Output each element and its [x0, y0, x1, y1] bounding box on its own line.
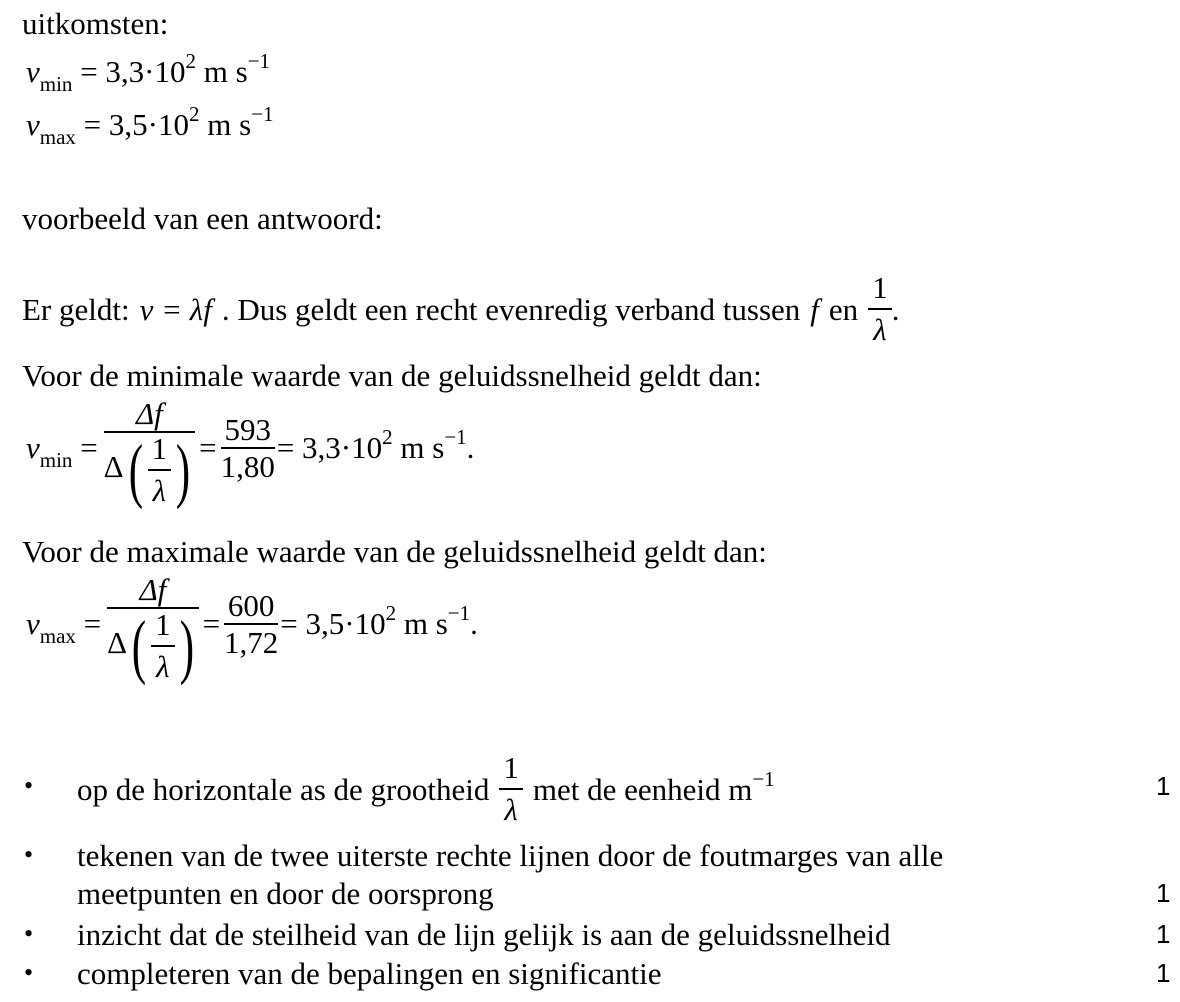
relation-end: .	[891, 291, 900, 327]
outcome-max	[26, 102, 274, 149]
fraction-one-over-lambda: $\frac{1}{\lambda}$	[499, 752, 523, 826]
var-f: f	[810, 291, 819, 327]
unit: m s	[400, 430, 445, 465]
outcome-max-value: = 3,5·10	[83, 107, 189, 142]
unit: m s	[207, 107, 252, 142]
criterion-2-line-2: meetpunten en door de oorsprong	[77, 876, 494, 911]
delta-fraction: Δf Δ( $\frac{1}{\lambda}$ )	[104, 398, 195, 507]
criterion-1: op de horizontale as de grootheid $\frac{1}{\lambda}$ met de eenheid m −1	[77, 750, 775, 827]
value-fraction: $\frac{593}{1,80}$	[220, 412, 275, 484]
subscript-max: max	[39, 125, 76, 149]
outcome-min-value: = 3,3·10	[80, 54, 186, 89]
max-calculation: $v_{max}$ = Δf Δ( $\frac{1}{\lambda}$ ) = $\frac{600}{1,72}$ = $3,5\cdot 10^2$ m $s^{-1}$.	[26, 572, 478, 687]
bullet: •	[24, 771, 34, 800]
bullet: •	[24, 958, 34, 987]
example-heading: voorbeeld van een antwoord:	[22, 201, 383, 236]
exponent: 2	[185, 49, 196, 73]
exponent: 2	[188, 102, 200, 126]
fraction-one-over-lambda: $\frac{1}{\lambda}$	[868, 272, 892, 346]
unit-exponent: −1	[251, 102, 274, 126]
relation-prefix: Er geldt:	[22, 291, 130, 327]
points: 1	[1156, 771, 1171, 801]
word-en: en	[828, 291, 859, 327]
unit: m s	[403, 606, 448, 641]
unit: m s	[203, 54, 248, 89]
points: 1	[1156, 919, 1171, 949]
criterion-4: completeren van de bepalingen en significantie	[77, 956, 662, 991]
relation-text: . Dus geldt een recht evenredig verband tussen	[221, 291, 801, 327]
criterion-3: inzicht dat de steilheid van de lijn gelijk is aan de geluidssnelheid	[77, 917, 891, 952]
bullet: •	[24, 919, 34, 948]
value-fraction: $\frac{600}{1,72}$	[224, 588, 279, 660]
points: 1	[1156, 958, 1171, 988]
relation-formula: v = λf	[139, 291, 212, 327]
subscript-max: max	[39, 624, 76, 648]
min-calculation: $v_{min}$ = Δf Δ( $\frac{1}{\lambda}$ ) = $\frac{593}{1,80}$ = $3,3\cdot 10^2$ m $s^{-1}$.	[26, 396, 475, 511]
points: 1	[1156, 878, 1171, 908]
var-v: v	[26, 107, 40, 142]
min-result: = 3,3·10	[276, 430, 383, 465]
var-v: v	[26, 54, 40, 89]
relation-line	[22, 272, 899, 346]
var-v: v	[26, 430, 40, 465]
max-result: = 3,5·10	[280, 606, 386, 641]
outcomes-heading: uitkomsten:	[22, 6, 169, 41]
min-intro: Voor de minimale waarde van de geluidssnelheid geldt dan:	[22, 358, 762, 393]
max-intro: Voor de maximale waarde van de geluidssnelheid geldt dan:	[22, 534, 767, 569]
delta-fraction: Δf Δ( $\frac{1}{\lambda}$ )	[107, 574, 198, 683]
bullet: •	[24, 840, 34, 869]
var-v: v	[26, 606, 40, 641]
unit-exponent: −1	[247, 49, 271, 73]
outcome-min	[26, 49, 271, 96]
criterion-2-line-1: tekenen van de twee uiterste rechte lijnen door de foutmarges van alle	[77, 838, 944, 873]
subscript-min: min	[39, 448, 73, 472]
subscript-min: min	[39, 72, 73, 96]
